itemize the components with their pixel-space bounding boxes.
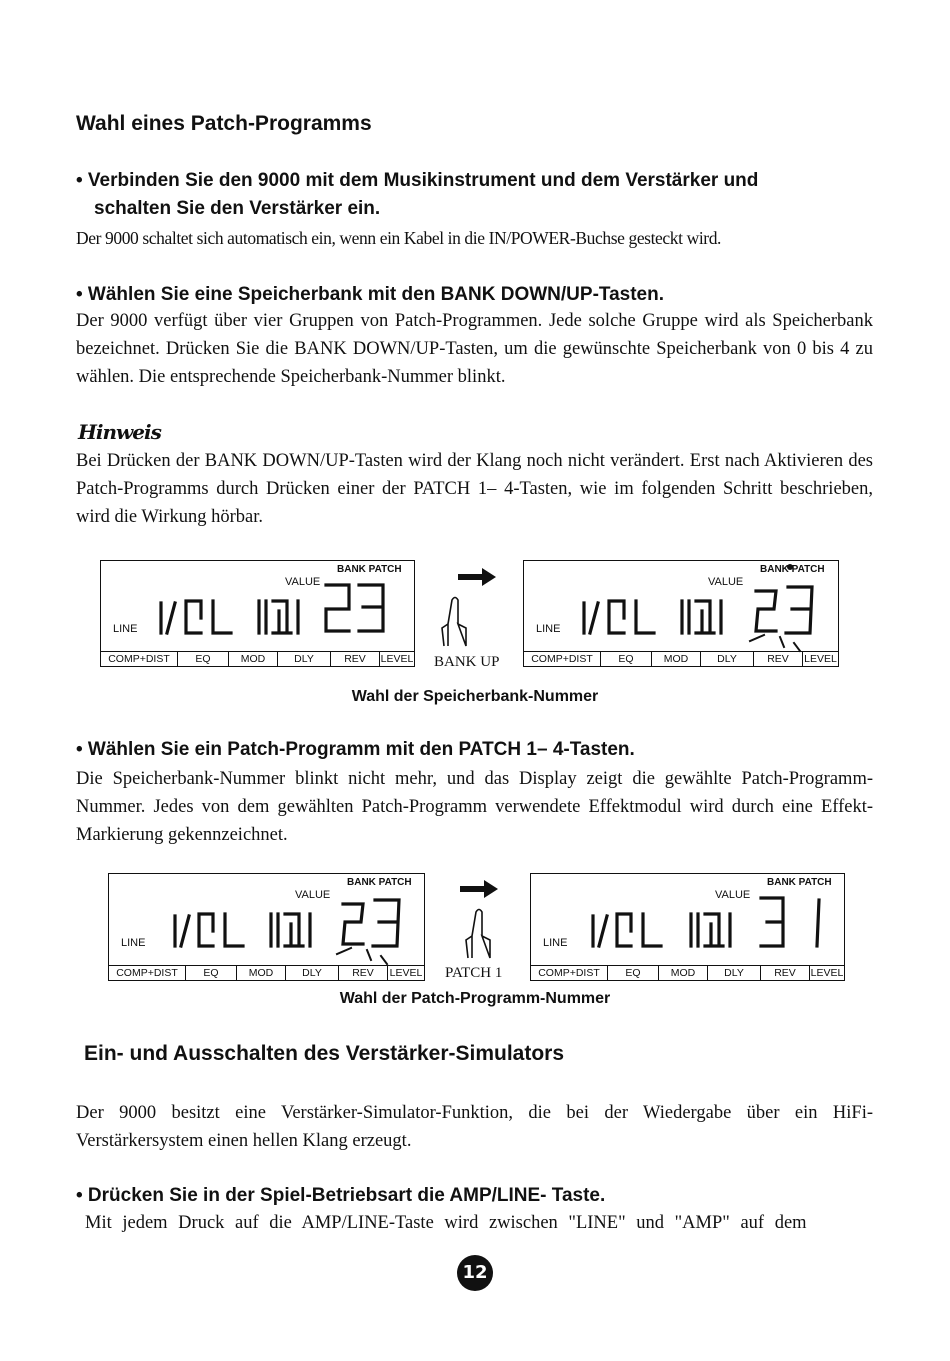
section2-title: Ein- und Ausschalten des Verstärker-Simulators	[84, 1042, 565, 1065]
bank-patch-label: BANK PATCH	[760, 564, 825, 575]
finger-press-icon	[462, 906, 496, 962]
step3-heading: • Wählen Sie ein Patch-Programm mit den PATCH 1– 4-Tasten.	[76, 739, 635, 760]
lcd-display-bank-blink	[108, 873, 425, 981]
figure1-caption: Wahl der Speicherbank-Nummer	[351, 688, 599, 705]
value-label: VALUE	[295, 889, 331, 901]
line-label: LINE	[121, 937, 146, 949]
value-label: VALUE	[285, 576, 321, 588]
module-dly: DLY	[701, 652, 754, 666]
module-dly: DLY	[708, 966, 761, 980]
module-dly: DLY	[286, 966, 339, 980]
section-title: Wahl eines Patch-Programms	[76, 112, 372, 135]
module-comp-dist: COMP+DIST	[524, 652, 601, 666]
section2-step-body: Mit jedem Druck auf die AMP/LINE-Taste wird zwischen "LINE" und "AMP" auf dem	[85, 1213, 807, 1233]
module-row	[109, 965, 424, 980]
module-level: LEVEL	[380, 653, 414, 665]
module-rev: REV	[331, 652, 380, 666]
section2-step-heading: • Drücken Sie in der Spiel-Betriebsart die AMP/LINE- Taste.	[76, 1185, 606, 1206]
figure2-caption: Wahl der Patch-Programm-Nummer	[339, 990, 611, 1007]
module-mod: MOD	[229, 652, 278, 666]
module-rev: REV	[761, 966, 810, 980]
page-number: 12	[457, 1255, 493, 1291]
step3-body: Die Speicherbank-Nummer blinkt nicht mehr, und das Display zeigt die gewählte Patch-Programm-Nummer. Jedes von dem gewählten Patch-Programm verwendete Effektmodul wird durch eine Effekt-Markierung gekennzeichnet.	[76, 769, 873, 845]
bank-patch-label: BANK PATCH	[767, 877, 832, 888]
module-level: LEVEL	[804, 653, 837, 665]
patch1-label: PATCH 1	[445, 965, 503, 981]
step2-body: Der 9000 verfügt über vier Gruppen von Patch-Programmen. Jede solche Gruppe wird als Speicherbank bezeichnet. Drücken Sie die BANK DOWN/UP-Tasten, um die gewünschte Speicherbank von 0 bis 4 zu wählen. Die entsprechende Speicherbank-Nummer blinkt.	[76, 311, 873, 387]
arrow-right-icon	[460, 880, 498, 898]
value-label: VALUE	[715, 889, 751, 901]
line-label: LINE	[113, 623, 138, 635]
value-label: VALUE	[708, 576, 744, 588]
step1-heading	[76, 167, 876, 223]
lcd-display-after	[523, 560, 839, 667]
step1-heading-line1: • Verbinden Sie den 9000 mit dem Musikinstrument und dem Verstärker und	[76, 170, 759, 191]
step2-heading: • Wählen Sie eine Speicherbank mit den BANK DOWN/UP-Tasten.	[76, 284, 665, 305]
step1-body: Der 9000 schaltet sich automatisch ein, wenn ein Kabel in die IN/POWER-Buchse gesteckt wird.	[76, 228, 722, 248]
module-row	[531, 965, 844, 980]
module-eq: EQ	[178, 652, 229, 666]
hinweis-body: Bei Drücken der BANK DOWN/UP-Tasten wird der Klang noch nicht verändert. Erst nach Aktivieren des Patch-Programms durch Drücken einer der PATCH 1– 4-Tasten, wie im folgenden Schritt beschrieben, wird die Wirkung hörbar.	[76, 451, 873, 527]
finger-press-icon	[438, 594, 472, 650]
module-eq: EQ	[186, 966, 237, 980]
bank-patch-label: BANK PATCH	[337, 564, 402, 575]
module-mod: MOD	[652, 652, 701, 666]
module-row	[524, 651, 838, 666]
module-row	[101, 651, 414, 666]
module-mod: MOD	[237, 966, 286, 980]
section2-intro: Der 9000 besitzt eine Verstärker-Simulator-Funktion, die bei der Wiedergabe über ein HiFi-Verstärkersystem einen hellen Klang erzeugt.	[76, 1103, 873, 1151]
step1-heading-line2: schalten Sie den Verstärker ein.	[94, 198, 381, 219]
lcd-display-patch-selected	[530, 873, 845, 981]
line-label: LINE	[536, 623, 561, 635]
module-comp-dist: COMP+DIST	[531, 966, 608, 980]
module-eq: EQ	[608, 966, 659, 980]
module-dly: DLY	[278, 652, 331, 666]
module-level: LEVEL	[389, 967, 423, 979]
module-comp-dist: COMP+DIST	[109, 966, 186, 980]
module-mod: MOD	[659, 966, 708, 980]
hinweis-label: Hinweis	[78, 420, 161, 444]
module-rev: REV	[339, 966, 388, 980]
arrow-right-icon	[458, 568, 496, 586]
lcd-display-before	[100, 560, 415, 667]
bank-patch-label: BANK PATCH	[347, 877, 412, 888]
module-level: LEVEL	[810, 967, 844, 979]
module-eq: EQ	[601, 652, 652, 666]
module-rev: REV	[754, 652, 803, 666]
line-label: LINE	[543, 937, 568, 949]
module-comp-dist: COMP+DIST	[101, 652, 178, 666]
bank-up-label: BANK UP	[434, 654, 500, 670]
